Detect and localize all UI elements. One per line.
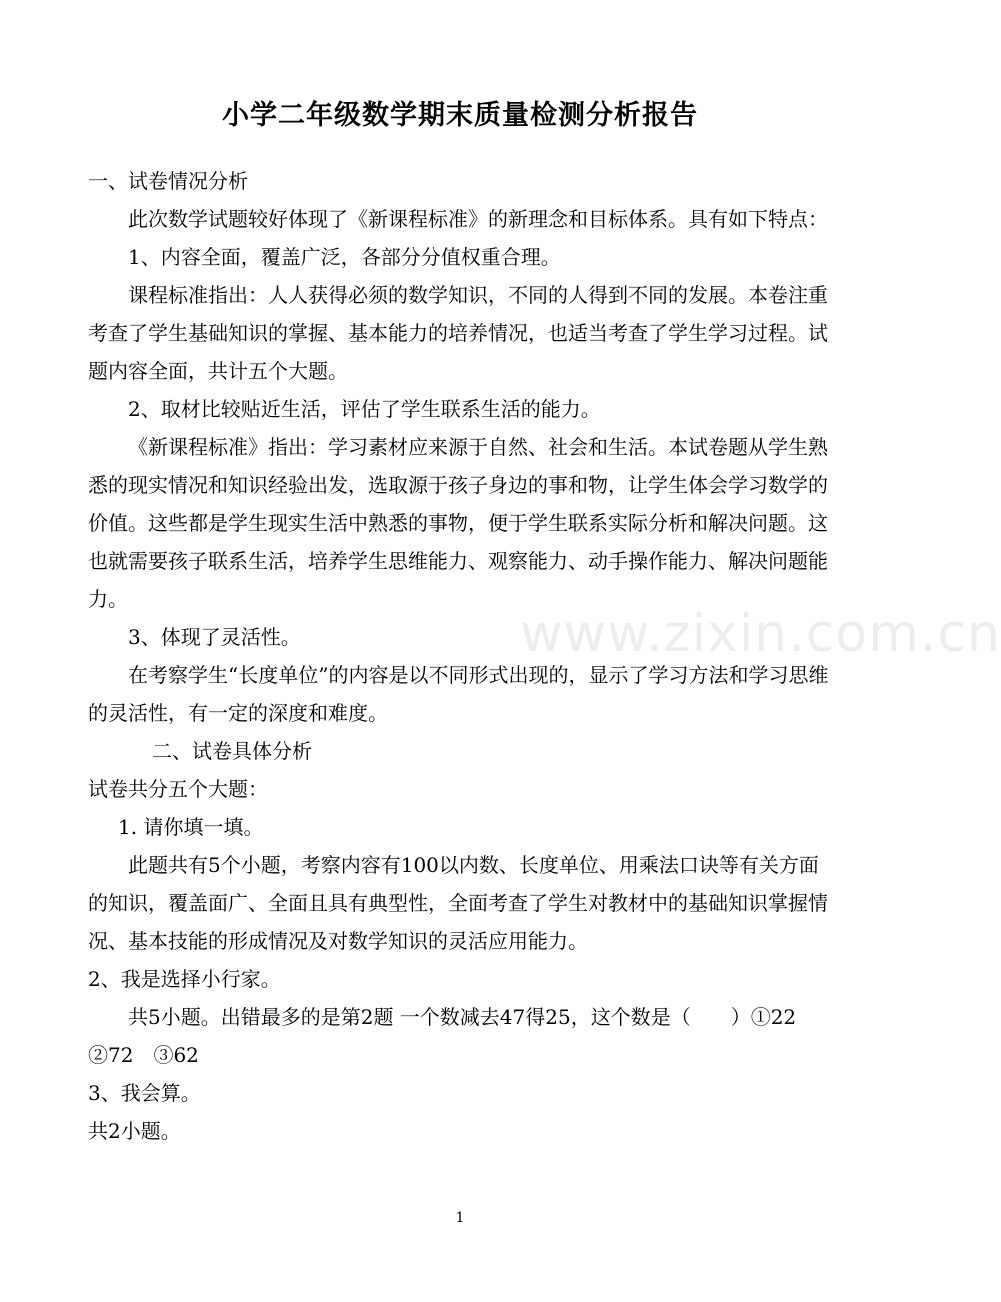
section-heading-1: 一、试卷情况分析 <box>88 169 248 193</box>
paragraph: 在考察学生“长度单位”的内容是以不同形式出现的，显示了学习方法和学习思维的灵活性，有一定的深度和难度。 <box>88 663 829 725</box>
paragraph: 2、取材比较贴近生活，评估了学生联系生活的能力。 <box>128 397 601 421</box>
watermark: www.zixin.com.cn <box>520 604 1001 664</box>
paragraph: 共2小题。 <box>88 1119 181 1143</box>
paragraph: 3、我会算。 <box>88 1081 201 1105</box>
paragraph: 课程标准指出：人人获得必须的数学知识，不同的人得到不同的发展。本卷注重考查了学生基础知识的掌握、基本能力的培养情况，也适当考查了学生学习过程。试题内容全面，共计五个大题。 <box>88 283 828 383</box>
document-title: 小学二年级数学期末质量检测分析报告 <box>222 100 698 131</box>
paragraph: 《新课程标准》指出：学习素材应来源于自然、社会和生活。本试卷题从学生熟悉的现实情况和知识经验出发，选取源于孩子身边的事和物，让学生体会学习数学的价值。这些都是学生现实生活中熟悉的事物，便于学生联系实际分析和解决问题。这也就需要孩子联系生活，培养学生思维能力、观察能力、动手操作能力、解决问题能力。 <box>88 435 828 611</box>
paragraph: 此题共有5个小题，考察内容有100以内数、长度单位、用乘法口诀等有关方面的知识，覆盖面广、全面且具有典型性，全面考查了学生对教材中的基础知识掌握情况、基本技能的形成情况及对数学知识的灵活应用能力。 <box>88 853 828 953</box>
page-number: 1 <box>455 1210 465 1226</box>
paragraph: 3、体现了灵活性。 <box>128 625 301 649</box>
paragraph: 试卷共分五个大题： <box>88 777 268 801</box>
paragraph: 1. 请你填一填。 <box>118 815 264 839</box>
paragraph: 2、我是选择小行家。 <box>88 967 281 991</box>
section-heading-2: 二、试卷具体分析 <box>152 739 312 763</box>
paragraph: 此次数学试题较好体现了《新课程标准》的新理念和目标体系。具有如下特点： <box>128 207 828 231</box>
paragraph: 1、内容全面，覆盖广泛，各部分分值权重合理。 <box>128 245 561 269</box>
paragraph: 共5小题。出错最多的是第2题 一个数减去47得25，这个数是（ ）①22 ②72 ③62 <box>88 1005 817 1067</box>
